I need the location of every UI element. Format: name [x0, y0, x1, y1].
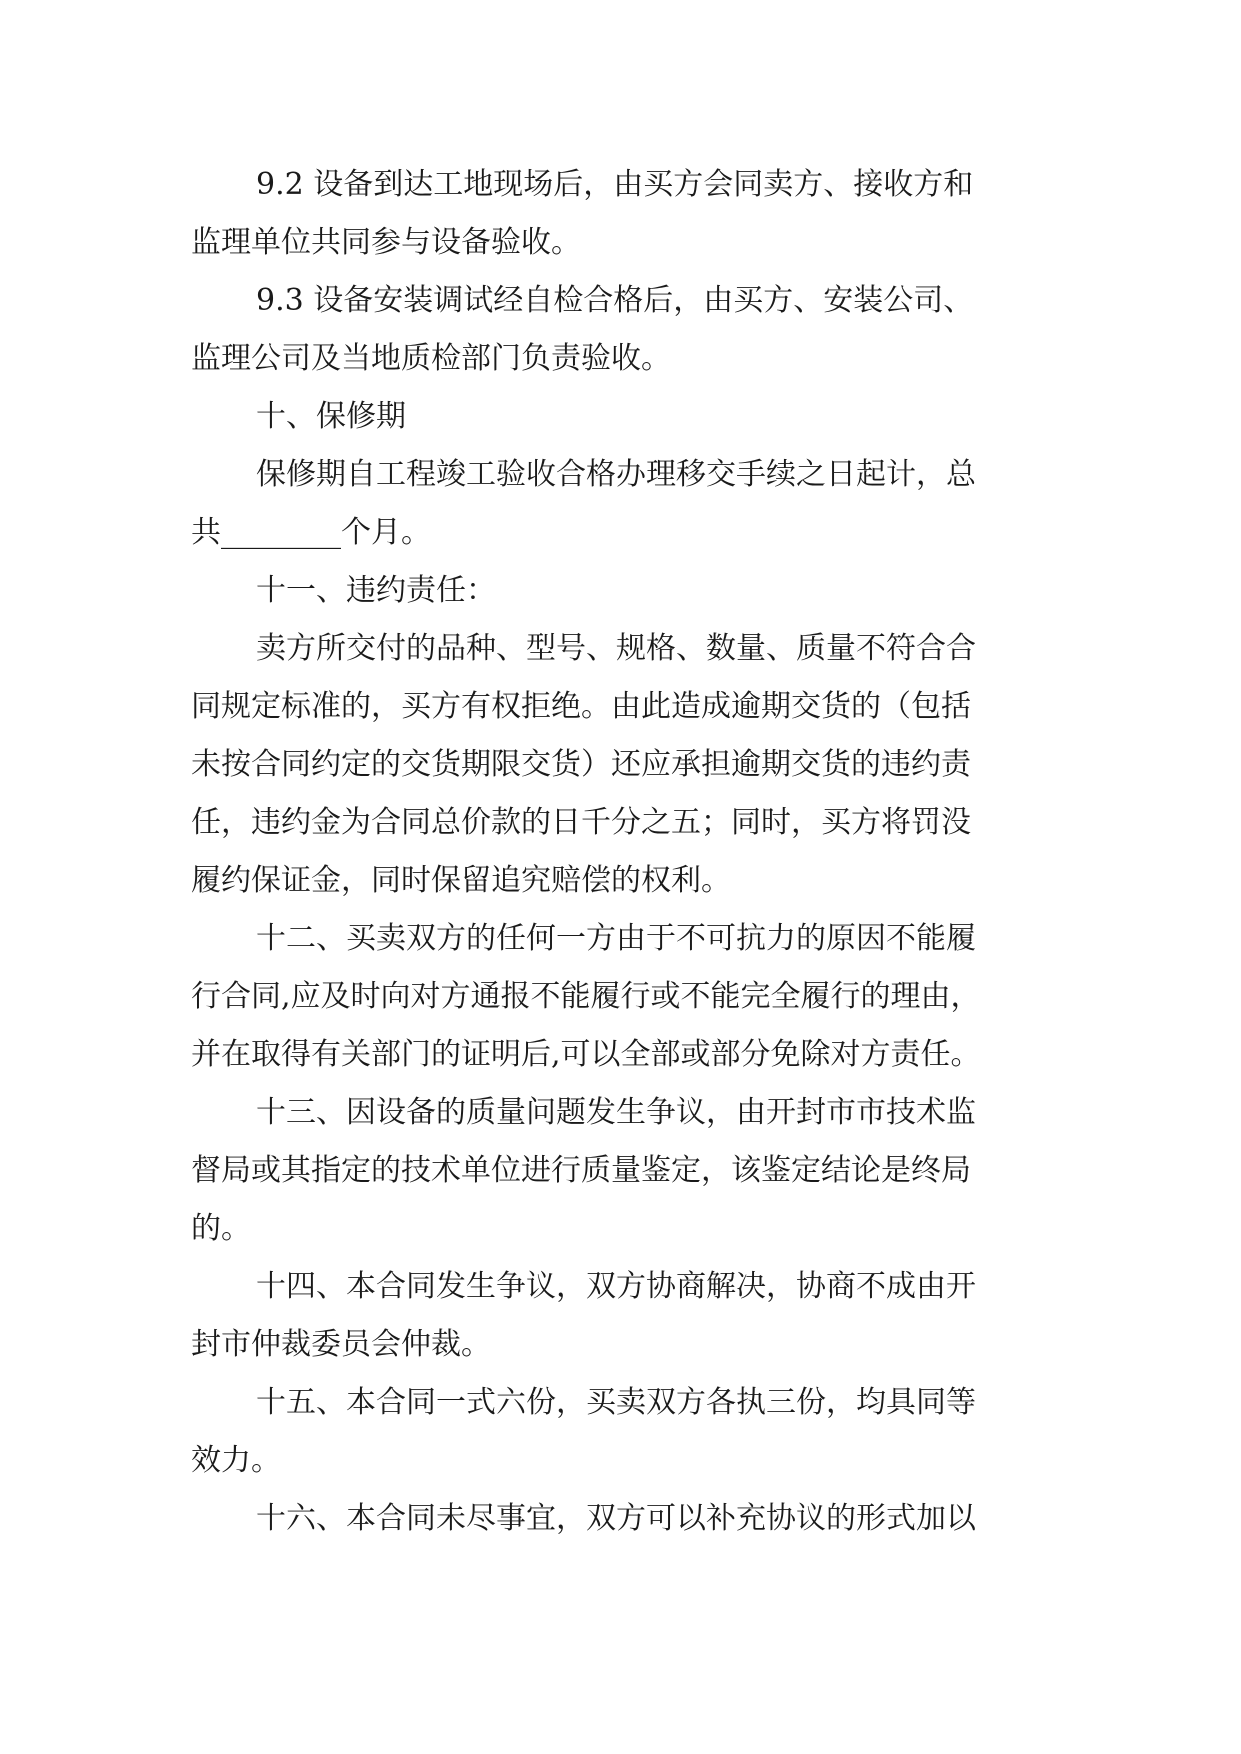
text-line: 履约保证金，同时保留追究赔偿的权利。	[191, 863, 731, 898]
text-line: 效力。	[191, 1443, 281, 1478]
text-line: 9.3 设备安装调试经自检合格后，由买方、安装公司、	[256, 283, 974, 318]
section-heading: 十、保修期	[256, 399, 406, 434]
text-line: 同规定标准的，买方有权拒绝。由此造成逾期交货的（包括	[191, 689, 971, 724]
text-line: 卖方所交付的品种、型号、规格、数量、质量不符合合	[256, 631, 976, 666]
text-line: 封市仲裁委员会仲裁。	[191, 1327, 491, 1362]
text-line: 保修期自工程竣工验收合格办理移交手续之日起计，总	[256, 457, 976, 492]
text-line: 共________个月。	[191, 515, 431, 550]
text-line: 未按合同约定的交货期限交货）还应承担逾期交货的违约责	[191, 747, 971, 782]
text-line: 任，违约金为合同总价款的日千分之五；同时，买方将罚没	[191, 805, 971, 840]
text-line: 9.2 设备到达工地现场后，由买方会同卖方、接收方和	[256, 167, 974, 202]
text-line: 十六、本合同未尽事宜，双方可以补充协议的形式加以	[256, 1501, 976, 1536]
section-heading: 十一、违约责任：	[256, 573, 496, 608]
text-line: 监理公司及当地质检部门负责验收。	[191, 341, 671, 376]
text-line: 督局或其指定的技术单位进行质量鉴定，该鉴定结论是终局	[191, 1153, 971, 1188]
text-line: 十四、本合同发生争议，双方协商解决，协商不成由开	[256, 1269, 976, 1304]
text-line: 监理单位共同参与设备验收。	[191, 225, 581, 260]
text-line: 并在取得有关部门的证明后,可以全部或部分免除对方责任。	[191, 1037, 981, 1072]
text-line: 十三、因设备的质量问题发生争议，由开封市市技术监	[256, 1095, 976, 1130]
text-line: 的。	[191, 1211, 251, 1246]
text-line: 十二、买卖双方的任何一方由于不可抗力的原因不能履	[256, 921, 976, 956]
text-line: 十五、本合同一式六份，买卖双方各执三份，均具同等	[256, 1385, 976, 1420]
text-line: 行合同,应及时向对方通报不能履行或不能完全履行的理由，	[191, 979, 981, 1014]
